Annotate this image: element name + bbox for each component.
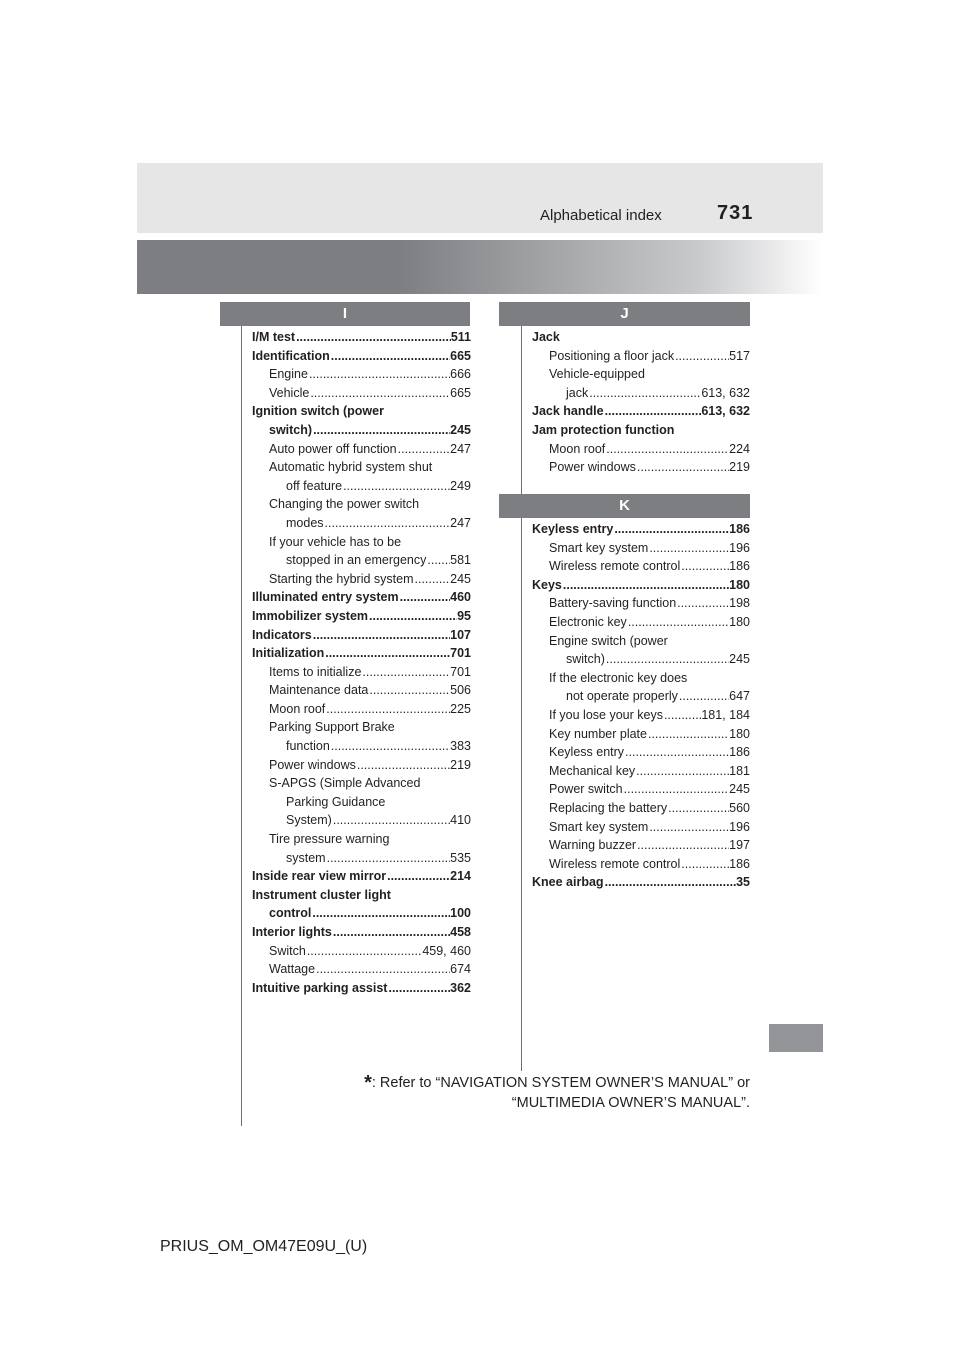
index-entry (252, 644, 471, 663)
index-entry (252, 347, 471, 366)
entry-term: control (269, 906, 312, 921)
entry-term: Wattage (269, 962, 316, 977)
dot-leader (562, 576, 729, 595)
entry-term: Vehicle-equipped (549, 367, 645, 382)
dot-leader (667, 799, 729, 818)
entry-term: Inside rear view mirror (252, 869, 387, 884)
entry-term: Key number plate (549, 726, 647, 741)
entry-term: Jam protection function (532, 422, 675, 437)
entry-page-ref: 245 (729, 782, 750, 797)
entry-page-ref: 560 (729, 800, 750, 815)
index-list-I (252, 328, 471, 997)
entry-page-ref: 214 (450, 869, 471, 884)
index-subentry (252, 663, 471, 682)
entry-page-ref: 665 (450, 385, 471, 400)
index-subentry (532, 818, 750, 837)
entry-term: Jack handle (532, 404, 604, 419)
left-column-rule (241, 326, 242, 1126)
entry-term: Keys (532, 577, 562, 592)
entry-page-ref: 459, 460 (422, 943, 471, 958)
index-entry (252, 867, 471, 886)
entry-page-ref: 35 (736, 875, 750, 890)
index-subentry (252, 681, 471, 700)
index-subentry (252, 774, 471, 830)
index-subentry (252, 718, 471, 755)
index-subentry (532, 365, 750, 402)
entry-page-ref: 511 (450, 330, 471, 344)
index-subentry (532, 855, 750, 874)
index-entry (532, 421, 750, 440)
entry-page-ref: 186 (729, 522, 750, 536)
dot-leader (605, 650, 729, 669)
entry-term: Warning buzzer (549, 838, 637, 853)
entry-term: Keyless entry (549, 745, 625, 760)
entry-term: Moon roof (549, 441, 606, 456)
entry-page-ref: 186 (729, 559, 750, 574)
index-entry (532, 402, 750, 421)
dot-leader (342, 477, 450, 496)
dot-leader (324, 514, 451, 533)
entry-term: Parking Support Brake (269, 720, 395, 735)
index-entry (532, 873, 750, 892)
index-subentry (532, 743, 750, 762)
entry-term: not operate properly (566, 689, 678, 704)
index-subentry (532, 613, 750, 632)
entry-term: Positioning a floor jack (549, 348, 675, 363)
entry-term: jack (566, 385, 589, 400)
index-subentry (532, 706, 750, 725)
index-entry (252, 923, 471, 942)
entry-term: Keyless entry (532, 522, 614, 536)
entry-page-ref: 245 (450, 571, 471, 586)
index-subentry (252, 440, 471, 459)
dot-leader (623, 780, 730, 799)
entry-page-ref: 701 (450, 664, 471, 679)
entry-term: switch) (269, 422, 313, 437)
dot-leader (674, 347, 729, 366)
dot-leader (387, 979, 450, 998)
entry-page-ref: 180 (729, 577, 750, 592)
index-list-J (532, 328, 750, 477)
entry-page-ref: 517 (729, 348, 750, 363)
entry-page-ref: 674 (450, 962, 471, 977)
dot-leader (326, 849, 451, 868)
entry-page-ref: 107 (450, 627, 471, 642)
entry-page-ref: 458 (450, 925, 471, 939)
entry-term: Wireless remote control (549, 856, 681, 871)
entry-page-ref: 362 (450, 980, 471, 995)
index-subentry (252, 942, 471, 961)
center-column-rule (521, 326, 522, 1071)
entry-term: Vehicle (269, 385, 310, 400)
index-entry (532, 576, 750, 595)
entry-page-ref: 665 (450, 348, 471, 363)
entry-term: Battery-saving function (549, 596, 677, 611)
dot-leader (311, 904, 450, 923)
dot-leader (308, 365, 450, 384)
index-entry (252, 402, 471, 439)
entry-page-ref: 196 (729, 540, 750, 555)
entry-term: Engine (269, 367, 308, 382)
footnote-marker: * (364, 1072, 372, 1094)
entry-term: Moon roof (269, 701, 326, 716)
entry-term: S-APGS (Simple Advanced (269, 776, 421, 791)
dot-leader (309, 384, 450, 403)
dot-leader (295, 328, 451, 347)
dot-leader (680, 557, 729, 576)
dot-leader (330, 347, 450, 366)
entry-term: Replacing the battery (549, 800, 668, 815)
index-subentry (252, 458, 471, 495)
dot-leader (368, 681, 450, 700)
entry-term: Tire pressure warning (269, 832, 390, 847)
dot-leader (648, 539, 729, 558)
index-subentry (532, 725, 750, 744)
entry-term: Automatic hybrid system shut (269, 460, 433, 475)
index-subentry (532, 780, 750, 799)
entry-page-ref: 186 (729, 856, 750, 871)
entry-page-ref: 701 (450, 646, 471, 661)
entry-term: Power windows (269, 757, 356, 772)
footnote (330, 1073, 750, 1113)
entry-page-ref: 219 (450, 757, 471, 772)
index-entry (532, 328, 750, 347)
entry-term: Identification (252, 348, 330, 363)
index-entry (252, 328, 471, 347)
entry-term: Wireless remote control (549, 559, 681, 574)
entry-term: Initialization (252, 646, 325, 661)
index-entry (532, 520, 750, 539)
index-subentry (532, 799, 750, 818)
entry-term: Illuminated entry system (252, 590, 399, 605)
entry-page-ref: 245 (729, 652, 750, 667)
entry-term: Indicators (252, 627, 312, 642)
index-subentry (252, 700, 471, 719)
entry-page-ref: 613, 632 (701, 404, 750, 419)
dot-leader (312, 626, 450, 645)
entry-term: system (286, 850, 326, 865)
index-subentry (532, 762, 750, 781)
footnote-line-1: : Refer to “NAVIGATION SYSTEM OWNER’S MANUAL” or (371, 1075, 750, 1091)
entry-page-ref: 581 (450, 553, 471, 568)
entry-page-ref: 197 (729, 838, 750, 853)
dot-leader (325, 700, 450, 719)
entry-term: I/M test (252, 330, 296, 344)
dot-leader (306, 942, 423, 961)
entry-page-ref: 249 (450, 478, 471, 493)
section-header-J: J (499, 302, 750, 326)
entry-page-ref: 224 (729, 441, 750, 456)
footnote-line-2: “MULTIMEDIA OWNER’S MANUAL”. (511, 1095, 750, 1111)
entry-page-ref: 181 (729, 763, 750, 778)
entry-page-ref: 247 (450, 515, 471, 530)
entry-term: Switch (269, 943, 306, 958)
entry-page-ref: 225 (450, 701, 471, 716)
entry-term: Mechanical key (549, 763, 636, 778)
entry-page-ref: 180 (729, 614, 750, 629)
dot-leader (356, 756, 450, 775)
entry-page-ref: 383 (450, 739, 471, 754)
index-subentry (532, 594, 750, 613)
entry-page-ref: 198 (729, 596, 750, 611)
index-subentry (532, 836, 750, 855)
index-subentry (252, 365, 471, 384)
dot-leader (624, 743, 729, 762)
document-code: PRIUS_OM_OM47E09U_(U) (160, 1238, 368, 1255)
entry-term: modes (286, 515, 324, 530)
entry-page-ref: 506 (450, 683, 471, 698)
entry-term: If you lose your keys (549, 707, 663, 722)
entry-term: Power switch (549, 782, 623, 797)
section-header-K: K (499, 494, 750, 518)
dot-leader (605, 440, 729, 459)
entry-term: off feature (286, 478, 343, 493)
entry-page-ref: 613, 632 (701, 385, 750, 400)
entry-term: System) (286, 813, 332, 828)
index-subentry (252, 384, 471, 403)
section-header-I: I (220, 302, 470, 326)
index-subentry (532, 539, 750, 558)
index-subentry (252, 533, 471, 570)
entry-page-ref: 245 (450, 422, 471, 437)
dot-leader (635, 762, 729, 781)
entry-page-ref: 219 (729, 460, 750, 475)
entry-page-ref: 196 (729, 819, 750, 834)
entry-term: Instrument cluster light (252, 887, 391, 902)
index-subentry (252, 830, 471, 867)
entry-page-ref: 181, 184 (701, 707, 750, 722)
dot-leader (613, 520, 729, 539)
entry-page-ref: 410 (450, 813, 471, 828)
entry-term: If your vehicle has to be (269, 534, 402, 549)
dot-leader (678, 687, 729, 706)
entry-term: Interior lights (252, 925, 332, 939)
entry-term: Intuitive parking assist (252, 980, 388, 995)
dot-leader (426, 551, 450, 570)
index-list-K (532, 520, 750, 892)
dot-leader (663, 706, 701, 725)
entry-term: Engine switch (power (549, 633, 668, 648)
index-subentry (532, 632, 750, 669)
entry-page-ref: 95 (457, 608, 471, 623)
index-subentry (252, 756, 471, 775)
dot-leader (588, 384, 701, 403)
index-subentry (252, 495, 471, 532)
index-subentry (252, 960, 471, 979)
entry-term: Jack (532, 330, 560, 344)
entry-term: Starting the hybrid system (269, 571, 414, 586)
entry-term: Items to initialize (269, 664, 362, 679)
dot-leader (636, 458, 729, 477)
index-subentry (532, 347, 750, 366)
index-entry (252, 886, 471, 923)
index-subentry (532, 557, 750, 576)
entry-term: Immobilizer system (252, 608, 369, 623)
entry-term: Maintenance data (269, 683, 369, 698)
entry-term: Electronic key (549, 614, 627, 629)
index-entry (252, 607, 471, 626)
index-subentry (532, 458, 750, 477)
dot-leader (627, 613, 729, 632)
dot-leader (324, 644, 450, 663)
dot-leader (647, 725, 729, 744)
decorative-gradient-band (137, 240, 823, 294)
entry-page-ref: 180 (729, 726, 750, 741)
dot-leader (648, 818, 729, 837)
header-title: Alphabetical index (540, 207, 662, 224)
dot-leader (368, 607, 457, 626)
entry-term: Knee airbag (532, 875, 604, 890)
entry-term: If the electronic key does (549, 670, 688, 685)
index-subentry (252, 570, 471, 589)
entry-term: Power windows (549, 460, 636, 475)
dot-leader (414, 570, 451, 589)
index-subentry (532, 440, 750, 459)
entry-term: Ignition switch (power (252, 404, 384, 419)
dot-leader (361, 663, 450, 682)
page-number: 731 (717, 202, 754, 224)
entry-term: switch) (566, 652, 605, 667)
dot-leader (386, 867, 450, 886)
section-thumb-tab (769, 1024, 823, 1052)
index-entry (252, 626, 471, 645)
entry-page-ref: 666 (450, 367, 471, 382)
dot-leader (312, 421, 450, 440)
entry-term: Changing the power switch (269, 497, 420, 512)
entry-page-ref: 247 (450, 441, 471, 456)
dot-leader (332, 923, 450, 942)
entry-term: function (286, 739, 330, 754)
dot-leader (636, 836, 729, 855)
index-entry (252, 588, 471, 607)
entry-page-ref: 186 (729, 745, 750, 760)
dot-leader (315, 960, 450, 979)
entry-page-ref: 647 (729, 689, 750, 704)
entry-page-ref: 535 (450, 850, 471, 865)
entry-page-ref: 100 (450, 906, 471, 921)
dot-leader (399, 588, 451, 607)
dot-leader (397, 440, 451, 459)
entry-term: Smart key system (549, 819, 649, 834)
dot-leader (330, 737, 450, 756)
entry-term: Auto power off function (269, 441, 397, 456)
dot-leader (332, 811, 450, 830)
index-entry (252, 979, 471, 998)
entry-page-ref: 460 (450, 590, 471, 605)
dot-leader (604, 873, 737, 892)
dot-leader (604, 402, 702, 421)
entry-term: stopped in an emergency (286, 553, 427, 568)
entry-term: Smart key system (549, 540, 649, 555)
entry-term: Parking Guidance (286, 794, 386, 809)
dot-leader (676, 594, 729, 613)
index-subentry (532, 669, 750, 706)
dot-leader (680, 855, 729, 874)
